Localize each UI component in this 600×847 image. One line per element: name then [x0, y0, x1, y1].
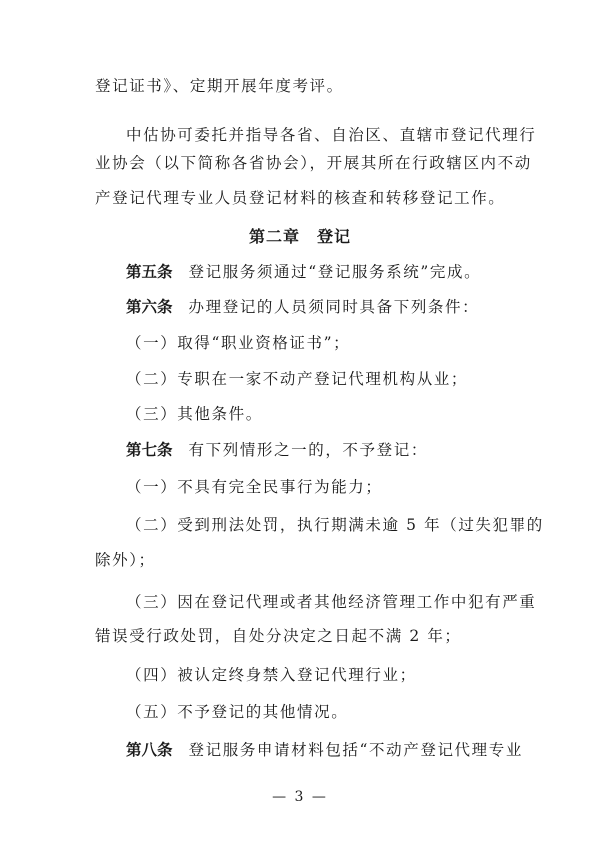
article-7: [126, 440, 428, 460]
article-6-text: 办理登记的人员须同时具备下列条件：: [188, 298, 480, 316]
article-7-label: 第七条: [126, 441, 173, 459]
article-7-item-2-line-2: 除外）；: [95, 551, 156, 569]
article-6-item-1: （一）取得“职业资格证书”；: [126, 334, 351, 352]
article-8: [126, 740, 523, 760]
article-6-item-3: （三）其他条件。: [126, 405, 263, 423]
article-7-item-2-line-1: （二）受到刑法处罚，执行期满未逾 5 年（过失犯罪的: [126, 516, 544, 534]
article-7-item-3-line-1: （三）因在登记代理或者其他经济管理工作中犯有严重: [126, 593, 537, 611]
article-5-label: 第五条: [126, 263, 173, 281]
article-7-item-5: （五）不予登记的其他情况。: [126, 703, 349, 721]
text-line-1: 登记证书》、定期开展年度考评。: [95, 77, 344, 95]
article-7-text: 有下列情形之一的，不予登记：: [188, 441, 428, 459]
article-5-text: 登记服务须通过“登记服务系统”完成。: [188, 263, 482, 281]
article-6: [126, 297, 479, 317]
article-6-item-2: （二）专职在一家不动产登记代理机构从业；: [126, 370, 469, 388]
text-line-3: 业协会（以下简称各省协会），开展其所在行政辖区内不动: [95, 154, 532, 172]
page-number: — 3 —: [272, 789, 328, 805]
article-5: [126, 262, 481, 282]
article-7-item-3-line-2: 错误受行政处罚，自处分决定之日起不满 2 年；: [95, 627, 462, 645]
chapter-heading: 第二章 登记: [248, 227, 351, 246]
article-8-label: 第八条: [126, 741, 173, 759]
article-7-item-4: （四）被认定终身禁入登记代理行业；: [126, 666, 417, 684]
article-7-item-1: （一）不具有完全民事行为能力；: [126, 478, 383, 496]
article-6-label: 第六条: [126, 298, 173, 316]
text-line-2: 中估协可委托并指导各省、自治区、直辖市登记代理行: [126, 126, 537, 144]
article-8-text: 登记服务申请材料包括“不动产登记代理专业: [188, 741, 523, 759]
text-line-4: 产登记代理专业人员登记材料的核查和转移登记工作。: [95, 189, 506, 207]
